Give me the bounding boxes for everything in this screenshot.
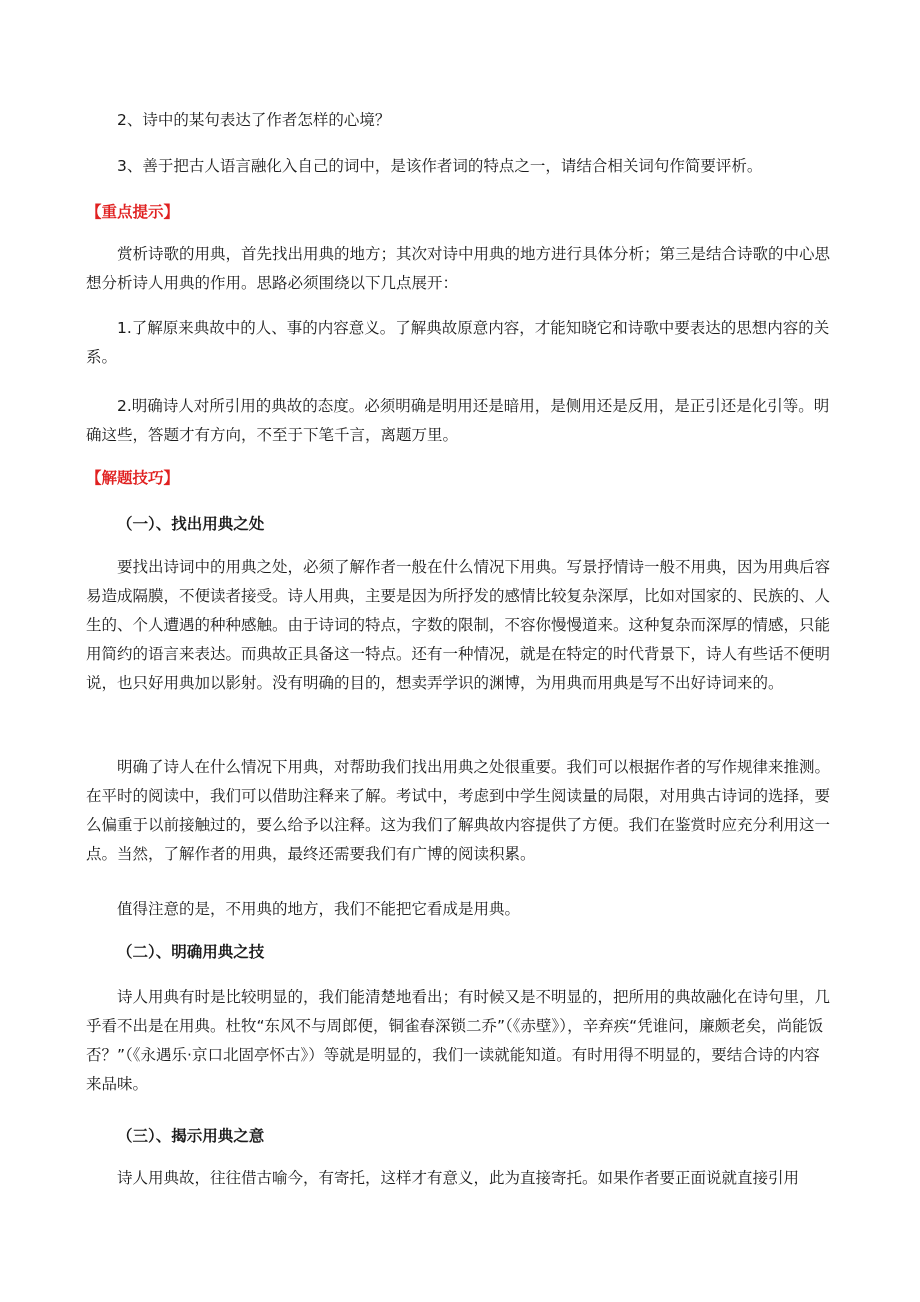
key-points-intro: 赏析诗歌的用典，首先找出用典的地方；其次对诗中用典的地方进行具体分析；第三是结合诗歌的中心思想分析诗人用典的作用。思路必须围绕以下几点展开：	[86, 245, 831, 292]
section-2-para-1: 诗人用典有时是比较明显的，我们能清楚地看出；有时候又是不明显的，把所用的典故融化在诗句里，几乎看不出是在用典。杜牧“东风不与周郎便，铜雀春深锁二乔”（《赤壁》），辛弃疾“凭谁问，廉颇老矣，尚能饭否？”（《永遇乐·京口北固亭怀古》）等就是明显的，我们一读就能知道。有时用得不明显的，要结合诗的内容来品味。	[86, 988, 831, 1093]
question-2: 2、诗中的某句表达了作者怎样的心境？	[117, 111, 391, 129]
question-3: 3、善于把古人语言融化入自己的词中，是该作者词的特点之一，请结合相关词句作简要评析。	[117, 157, 763, 175]
key-point-1: 1.了解原来典故中的人、事的内容意义。了解典故原意内容，才能知晓它和诗歌中要表达的思想内容的关系。	[86, 319, 830, 366]
key-point-2: 2.明确诗人对所引用的典故的态度。必须明确是明用还是暗用，是侧用还是反用，是正引还是化引等。明确这些，答题才有方向，不至于下笔千言，离题万里。	[86, 397, 830, 444]
section-1-para-2: 明确了诗人在什么情况下用典，对帮助我们找出用典之处很重要。我们可以根据作者的写作规律来推测。在平时的阅读中，我们可以借助注释来了解。考试中，考虑到中学生阅读量的局限，对用典古诗词的选择，要么偏重于以前接触过的，要么给予以注释。这为我们了解典故内容提供了方便。我们在鉴赏时应充分利用这一点。当然，了解作者的用典，最终还需要我们有广博的阅读积累。	[86, 758, 831, 863]
techniques-heading: 【解题技巧】	[86, 469, 180, 487]
section-1-title: （一）、找出用典之处	[117, 515, 265, 533]
section-3-title: （三）、揭示用典之意	[117, 1127, 265, 1145]
section-1-para-1: 要找出诗词中的用典之处，必须了解作者一般在什么情况下用典。写景抒情诗一般不用典，因为用典后容易造成隔膜，不便读者接受。诗人用典，主要是因为所抒发的感情比较复杂深厚，比如对国家的、民族的、人生的、个人遭遇的种种感触。由于诗词的特点，字数的限制，不容你慢慢道来。这种复杂而深厚的情感，只能用简约的语言来表达。而典故正具备这一特点。还有一种情况，就是在特定的时代背景下，诗人有些话不便明说，也只好用典加以影射。没有明确的目的，想卖弄学识的渊博，为用典而用典是写不出好诗词来的。	[86, 558, 831, 692]
section-3-para-1: 诗人用典故，往往借古喻今，有寄托，这样才有意义，此为直接寄托。如果作者要正面说就直接引用	[117, 1169, 800, 1187]
section-1-para-3: 值得注意的是，不用典的地方，我们不能把它看成是用典。	[117, 900, 521, 918]
section-2-title: （二）、明确用典之技	[117, 943, 265, 961]
key-points-heading: 【重点提示】	[86, 203, 180, 221]
